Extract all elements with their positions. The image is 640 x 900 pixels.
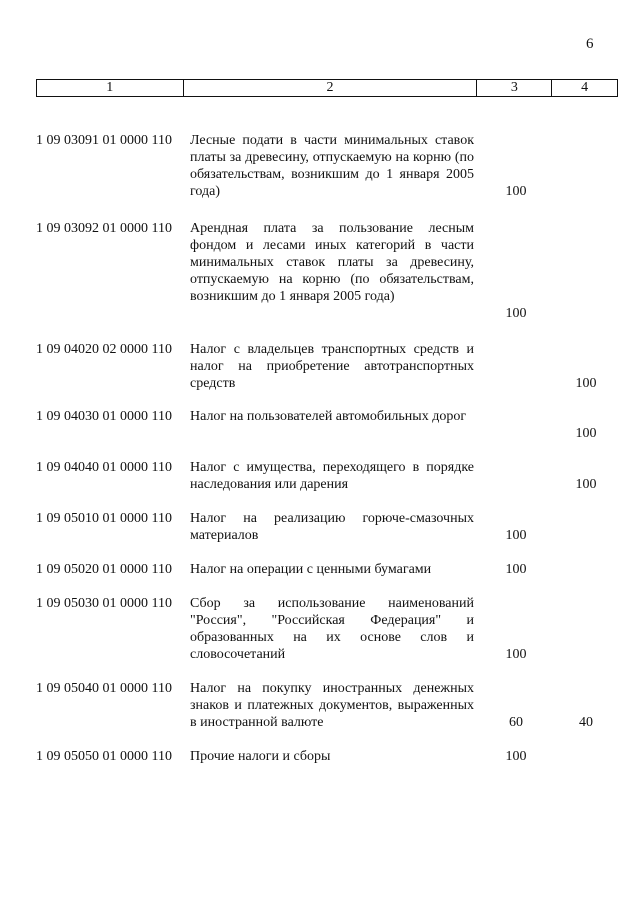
row-name: Налог на покупку иностранных денежных знаков и платежных документов, выраженных в иностранной валюте [190,681,474,730]
row-name: Сбор за использование наименований "Россия", "Российская Федерация" и образованных на их основе слов и словосочетаний [190,596,474,662]
page-number: 6 [586,36,594,52]
row-col3-value: 100 [505,528,527,543]
row-name: Налог с владельцев транспортных средств и налог на приобретение автотранспортных средств [190,342,474,391]
row-col3-value: 100 [505,749,527,764]
row-col3-value: 60 [509,715,523,730]
row-name: Лесные подати в части минимальных ставок платы за древесину, отпускаемую на корню (по обязательствам, возникшим до 1 января 2005 года) [190,133,474,199]
row-col4-value: 100 [575,376,597,391]
header-col-2: 2 [184,80,478,96]
row-col4-value: 40 [579,715,593,730]
row-name: Налог с имущества, переходящего в порядке наследования или дарения [190,460,474,492]
row-name: Арендная плата за пользование лесным фондом и лесами иных категорий в части минимальных ставок платы за древесину, отпускаемую на корню (по обязательствам, возникшим до 1 января 2005 года) [190,221,474,304]
row-code: 1 09 04020 02 0000 110 [36,342,172,357]
row-code: 1 09 05020 01 0000 110 [36,562,172,577]
table-header [36,79,618,97]
row-name: Налог на операции с ценными бумагами [190,562,432,577]
header-col-3: 3 [477,80,552,96]
row-col4-value: 100 [575,477,597,492]
row-code: 1 09 05040 01 0000 110 [36,681,172,696]
header-col-4: 4 [581,80,589,95]
row-name: Прочие налоги и сборы [190,749,331,764]
header-col-1: 1 [37,80,184,96]
row-name: Налог на реализацию горюче-смазочных материалов [190,511,474,543]
row-code: 1 09 05050 01 0000 110 [36,749,172,764]
row-col3-value: 100 [505,647,527,662]
row-col3-value: 100 [505,562,527,577]
row-code: 1 09 05010 01 0000 110 [36,511,172,526]
row-col3-value: 100 [505,306,527,321]
row-col4-value: 100 [575,426,597,441]
row-name: Налог на пользователей автомобильных дорог [190,409,467,424]
row-code: 1 09 04040 01 0000 110 [36,460,172,475]
row-code: 1 09 03091 01 0000 110 [36,133,172,148]
row-code: 1 09 04030 01 0000 110 [36,409,172,424]
row-code: 1 09 05030 01 0000 110 [36,596,172,611]
row-col3-value: 100 [505,184,527,199]
row-code: 1 09 03092 01 0000 110 [36,221,172,236]
